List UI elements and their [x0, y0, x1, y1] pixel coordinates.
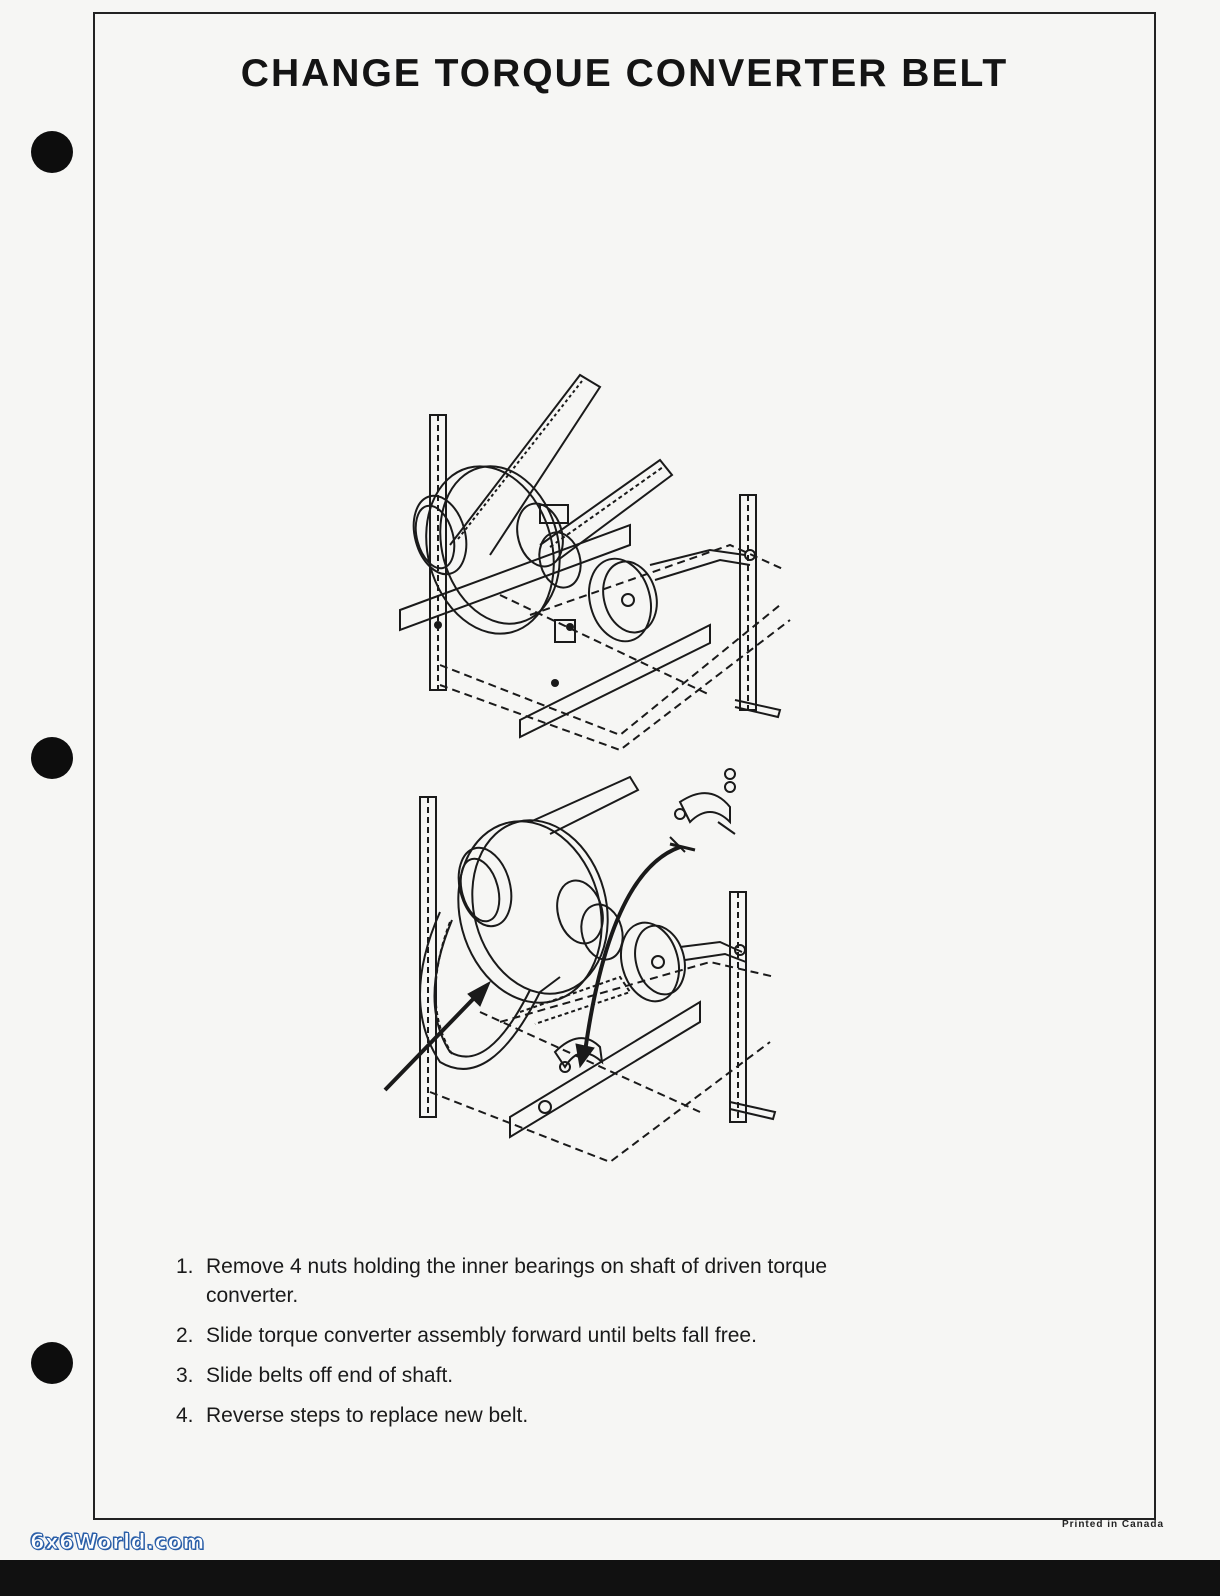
step-item	[176, 1401, 896, 1430]
punch-hole-top	[31, 131, 73, 173]
scan-edge-band	[0, 1560, 1220, 1596]
step-text: Reverse steps to replace new belt.	[206, 1404, 529, 1427]
instruction-steps	[176, 1252, 896, 1441]
step-text: Remove 4 nuts holding the inner bearings on shaft of driven torque converter.	[206, 1255, 828, 1307]
step-item	[176, 1361, 896, 1390]
punch-hole-bottom	[31, 1342, 73, 1384]
site-watermark: 6x6World.com	[30, 1530, 205, 1554]
printed-in-label: Printed in Canada	[1061, 1519, 1164, 1530]
illustration-belt-installed	[380, 365, 820, 755]
step-number: 3.	[176, 1364, 194, 1387]
illustration-belt-removal	[380, 762, 820, 1172]
step-number: 2.	[176, 1324, 194, 1347]
page-title: CHANGE TORQUE CONVERTER BELT	[240, 52, 1009, 95]
step-item	[176, 1252, 896, 1310]
step-text: Slide belts off end of shaft.	[206, 1364, 454, 1387]
step-number: 4.	[176, 1404, 194, 1427]
step-text: Slide torque converter assembly forward until belts fall free.	[206, 1324, 757, 1347]
step-item	[176, 1321, 896, 1350]
punch-hole-middle	[31, 737, 73, 779]
step-number: 1.	[176, 1255, 194, 1278]
